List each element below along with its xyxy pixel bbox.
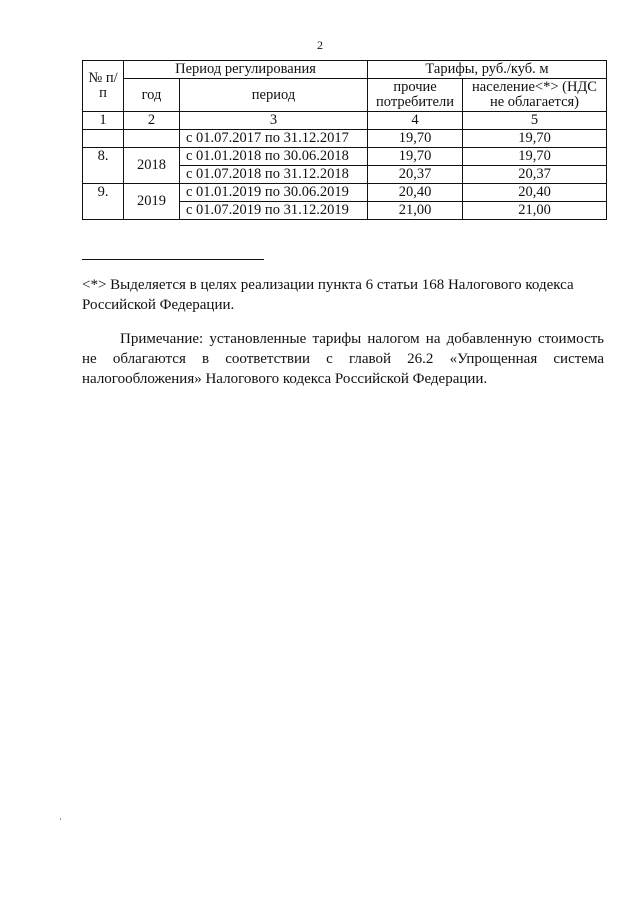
period-cell: с 01.07.2018 по 31.12.2018 (180, 166, 368, 184)
col-number: 5 (463, 112, 607, 130)
other-tariff-cell: 19,70 (368, 130, 463, 148)
col-number: 1 (83, 112, 124, 130)
other-tariff-cell: 20,40 (368, 184, 463, 202)
num-cell: 8. (83, 148, 124, 184)
tariff-table (82, 60, 607, 220)
header-year: год (124, 79, 180, 112)
header-period: период (180, 79, 368, 112)
table-header-row (83, 61, 607, 79)
footnote-divider (82, 259, 264, 260)
header-num-label: № п/п (88, 70, 118, 101)
page-number: 2 (317, 38, 323, 52)
population-tariff-cell: 21,00 (463, 202, 607, 220)
period-cell: с 01.01.2018 по 30.06.2018 (180, 148, 368, 166)
other-tariff-cell: 21,00 (368, 202, 463, 220)
header-num (83, 61, 124, 112)
col-number: 2 (124, 112, 180, 130)
year-cell: 2018 (124, 148, 180, 184)
other-tariff-cell: 20,37 (368, 166, 463, 184)
header-tariff-group: Тарифы, руб./куб. м (368, 61, 607, 79)
footnote-text: <*> Выделяется в целях реализации пункта 6 статьи 168 Налогового кодекса Российской Федерации. (82, 277, 574, 313)
scan-mark (60, 818, 61, 820)
table-row (83, 130, 607, 148)
num-cell (83, 130, 124, 148)
other-tariff-cell: 19,70 (368, 148, 463, 166)
table-row (83, 148, 607, 166)
period-cell: с 01.01.2019 по 30.06.2019 (180, 184, 368, 202)
header-other-consumers: прочие потребители (368, 79, 463, 112)
population-tariff-cell: 19,70 (463, 148, 607, 166)
population-tariff-cell: 19,70 (463, 130, 607, 148)
year-cell (124, 130, 180, 148)
period-cell: с 01.07.2019 по 31.12.2019 (180, 202, 368, 220)
header-population: население<*> (НДС не облагается) (463, 79, 607, 112)
column-number-row (83, 112, 607, 130)
col-number: 3 (180, 112, 368, 130)
col-number: 4 (368, 112, 463, 130)
note-paragraph: Примечание: установленные тарифы налогом на добавленную стоимость не облагаются в соответствии с главой 26.2 «Упрощенная система налогообложения» Налогового кодекса Российской Федерации. (82, 331, 604, 387)
year-cell: 2019 (124, 184, 180, 220)
header-period-group: Период регулирования (124, 61, 368, 79)
num-cell: 9. (83, 184, 124, 220)
table-row (83, 184, 607, 202)
table-subheader-row (83, 79, 607, 112)
population-tariff-cell: 20,37 (463, 166, 607, 184)
period-cell: с 01.07.2017 по 31.12.2017 (180, 130, 368, 148)
population-tariff-cell: 20,40 (463, 184, 607, 202)
